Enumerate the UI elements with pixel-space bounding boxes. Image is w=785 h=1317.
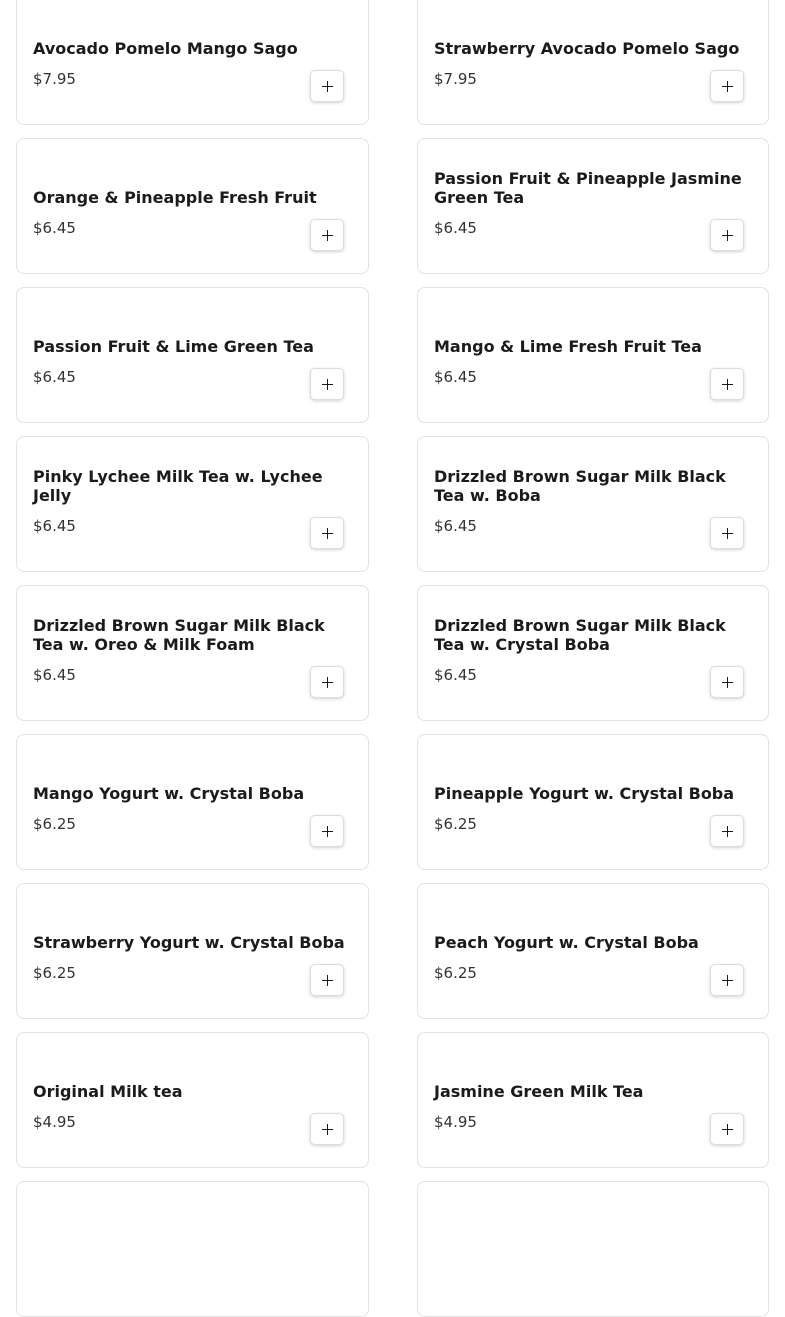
- plus-icon: [322, 677, 333, 688]
- add-to-cart-button[interactable]: [710, 70, 744, 102]
- item-name: Jasmine Green Milk Tea: [434, 1082, 644, 1101]
- menu-item-card[interactable]: [417, 0, 769, 125]
- menu-item-card[interactable]: [417, 1032, 769, 1168]
- menu-item-card[interactable]: [16, 734, 369, 870]
- item-price: $6.45: [33, 219, 76, 237]
- item-name: Orange & Pineapple Fresh Fruit: [33, 188, 317, 207]
- menu-item-card[interactable]: [417, 138, 769, 274]
- menu-item-card[interactable]: [417, 883, 769, 1019]
- add-to-cart-button[interactable]: [710, 964, 744, 996]
- item-name: Pineapple Yogurt w. Crystal Boba: [434, 784, 735, 803]
- menu-item-card[interactable]: [16, 1181, 369, 1317]
- item-price: $6.45: [33, 666, 76, 684]
- item-name: Drizzled Brown Sugar Milk Black Tea w. Oreo & Milk Foam: [33, 616, 325, 654]
- menu-item-card[interactable]: [417, 734, 769, 870]
- menu-item-card[interactable]: [16, 585, 369, 721]
- add-to-cart-button[interactable]: [310, 70, 344, 102]
- menu-item-card[interactable]: [16, 0, 369, 125]
- plus-icon: [322, 81, 333, 92]
- menu-item-card[interactable]: [16, 287, 369, 423]
- plus-icon: [722, 975, 733, 986]
- plus-icon: [722, 528, 733, 539]
- plus-icon: [722, 230, 733, 241]
- item-price: $7.95: [434, 70, 477, 88]
- menu-item-card[interactable]: [16, 883, 369, 1019]
- plus-icon: [322, 528, 333, 539]
- menu-item-card[interactable]: [417, 585, 769, 721]
- item-name: Mango & Lime Fresh Fruit Tea: [434, 337, 702, 356]
- add-to-cart-button[interactable]: [710, 815, 744, 847]
- add-to-cart-button[interactable]: [710, 517, 744, 549]
- menu-item-card[interactable]: [417, 1181, 769, 1317]
- item-price: $6.45: [434, 368, 477, 386]
- item-price: $4.95: [33, 1113, 76, 1131]
- add-to-cart-button[interactable]: [710, 219, 744, 251]
- plus-icon: [722, 826, 733, 837]
- menu-item-card[interactable]: [417, 287, 769, 423]
- item-name: Strawberry Yogurt w. Crystal Boba: [33, 933, 345, 952]
- menu-item-card[interactable]: [16, 138, 369, 274]
- add-to-cart-button[interactable]: [310, 517, 344, 549]
- item-name: Passion Fruit & Lime Green Tea: [33, 337, 314, 356]
- item-price: $6.25: [434, 964, 477, 982]
- item-price: $6.45: [434, 666, 477, 684]
- add-to-cart-button[interactable]: [310, 368, 344, 400]
- menu-grid: [16, 0, 769, 1317]
- item-price: $6.45: [434, 219, 477, 237]
- item-name: Strawberry Avocado Pomelo Sago: [434, 39, 740, 58]
- item-price: $6.25: [434, 815, 477, 833]
- add-to-cart-button[interactable]: [310, 219, 344, 251]
- plus-icon: [322, 230, 333, 241]
- add-to-cart-button[interactable]: [310, 815, 344, 847]
- plus-icon: [722, 1124, 733, 1135]
- item-price: $4.95: [434, 1113, 477, 1131]
- item-name: Pinky Lychee Milk Tea w. Lychee Jelly: [33, 467, 323, 505]
- item-price: $6.45: [434, 517, 477, 535]
- menu-item-card[interactable]: [16, 1032, 369, 1168]
- item-name: Drizzled Brown Sugar Milk Black Tea w. Boba: [434, 467, 726, 505]
- plus-icon: [322, 826, 333, 837]
- item-name: Original Milk tea: [33, 1082, 183, 1101]
- menu-item-card[interactable]: [417, 436, 769, 572]
- item-price: $6.25: [33, 815, 76, 833]
- item-name: Avocado Pomelo Mango Sago: [33, 39, 298, 58]
- add-to-cart-button[interactable]: [710, 666, 744, 698]
- plus-icon: [722, 379, 733, 390]
- menu-item-card[interactable]: [16, 436, 369, 572]
- add-to-cart-button[interactable]: [310, 666, 344, 698]
- item-price: $6.25: [33, 964, 76, 982]
- plus-icon: [722, 677, 733, 688]
- item-price: $7.95: [33, 70, 76, 88]
- add-to-cart-button[interactable]: [310, 964, 344, 996]
- plus-icon: [322, 379, 333, 390]
- item-name: Peach Yogurt w. Crystal Boba: [434, 933, 699, 952]
- plus-icon: [722, 81, 733, 92]
- item-name: Passion Fruit & Pineapple Jasmine Green Tea: [434, 169, 742, 207]
- add-to-cart-button[interactable]: [710, 1113, 744, 1145]
- plus-icon: [322, 975, 333, 986]
- item-name: Drizzled Brown Sugar Milk Black Tea w. Crystal Boba: [434, 616, 726, 654]
- item-name: Mango Yogurt w. Crystal Boba: [33, 784, 305, 803]
- add-to-cart-button[interactable]: [710, 368, 744, 400]
- item-price: $6.45: [33, 368, 76, 386]
- add-to-cart-button[interactable]: [310, 1113, 344, 1145]
- plus-icon: [322, 1124, 333, 1135]
- item-price: $6.45: [33, 517, 76, 535]
